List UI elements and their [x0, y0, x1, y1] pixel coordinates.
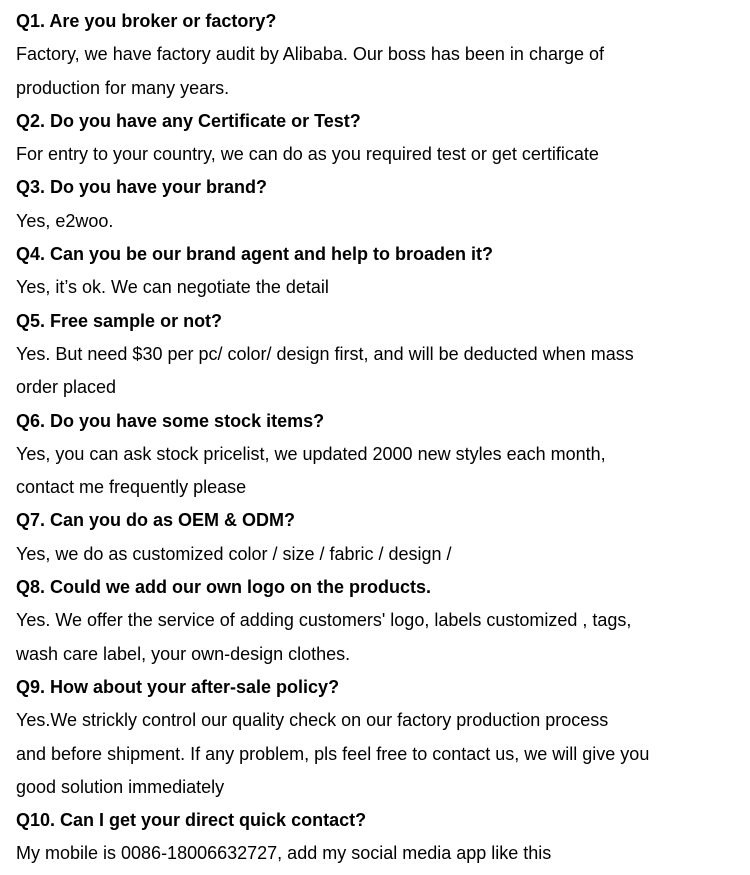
faq-item-8 — [16, 571, 750, 671]
faq-question: Q9. How about your after-sale policy? — [16, 676, 340, 697]
faq-item-5 — [16, 305, 750, 405]
faq-answer-line: Yes. We offer the service of adding customers' logo, labels customized , tags, — [16, 610, 632, 631]
faq-answer-line: order placed — [16, 377, 117, 398]
faq-question: Q4. Can you be our brand agent and help to broaden it? — [16, 244, 494, 265]
faq-item-1 — [16, 5, 750, 105]
faq-answer-line: contact me frequently please — [16, 477, 247, 498]
faq-answer-line: good solution immediately — [16, 776, 225, 797]
faq-question: Q5. Free sample or not? — [16, 310, 223, 331]
faq-question: Q6. Do you have some stock items? — [16, 410, 325, 431]
faq-item-9 — [16, 671, 750, 804]
faq-question: Q8. Could we add our own logo on the products. — [16, 577, 431, 598]
faq-answer-line: My mobile is 0086-18006632727, add my social media app like this — [16, 843, 552, 864]
faq-question: Q3. Do you have your brand? — [16, 177, 268, 198]
faq-item-4 — [16, 238, 750, 305]
faq-item-6 — [16, 405, 750, 505]
faq-answer-line: For entry to your country, we can do as you required test or get certificate — [16, 144, 599, 165]
faq-answer-line: Yes.We strickly control our quality check on our factory production process — [16, 710, 609, 731]
faq-answer-line: and before shipment. If any problem, pls feel free to contact us, we will give you — [16, 743, 650, 764]
faq-answer-line: Yes, we do as customized color / size / fabric / design / — [16, 543, 452, 564]
faq-item-7 — [16, 504, 750, 571]
faq-answer-line: Factory, we have factory audit by Alibaba. Our boss has been in charge of — [16, 44, 604, 65]
faq-question: Q1. Are you broker or factory? — [16, 11, 277, 31]
faq-item-2 — [16, 105, 750, 172]
faq-answer-line: production for many years. — [16, 77, 230, 98]
faq-item-3 — [16, 171, 750, 238]
faq-item-10 — [16, 804, 750, 871]
faq-answer-line: Yes, it’s ok. We can negotiate the detail — [16, 277, 329, 298]
faq-question: Q10. Can I get your direct quick contact? — [16, 810, 367, 831]
faq-answer-line: Yes, you can ask stock pricelist, we updated 2000 new styles each month, — [16, 443, 606, 464]
faq-question: Q2. Do you have any Certificate or Test? — [16, 110, 361, 131]
faq-answer-line: wash care label, your own-design clothes. — [16, 643, 351, 664]
faq-answer-line: Yes, e2woo. — [16, 210, 114, 231]
faq-question: Q7. Can you do as OEM & ODM? — [16, 510, 296, 531]
faq-answer-line: Yes. But need $30 per pc/ color/ design first, and will be deducted when mass — [16, 343, 634, 364]
